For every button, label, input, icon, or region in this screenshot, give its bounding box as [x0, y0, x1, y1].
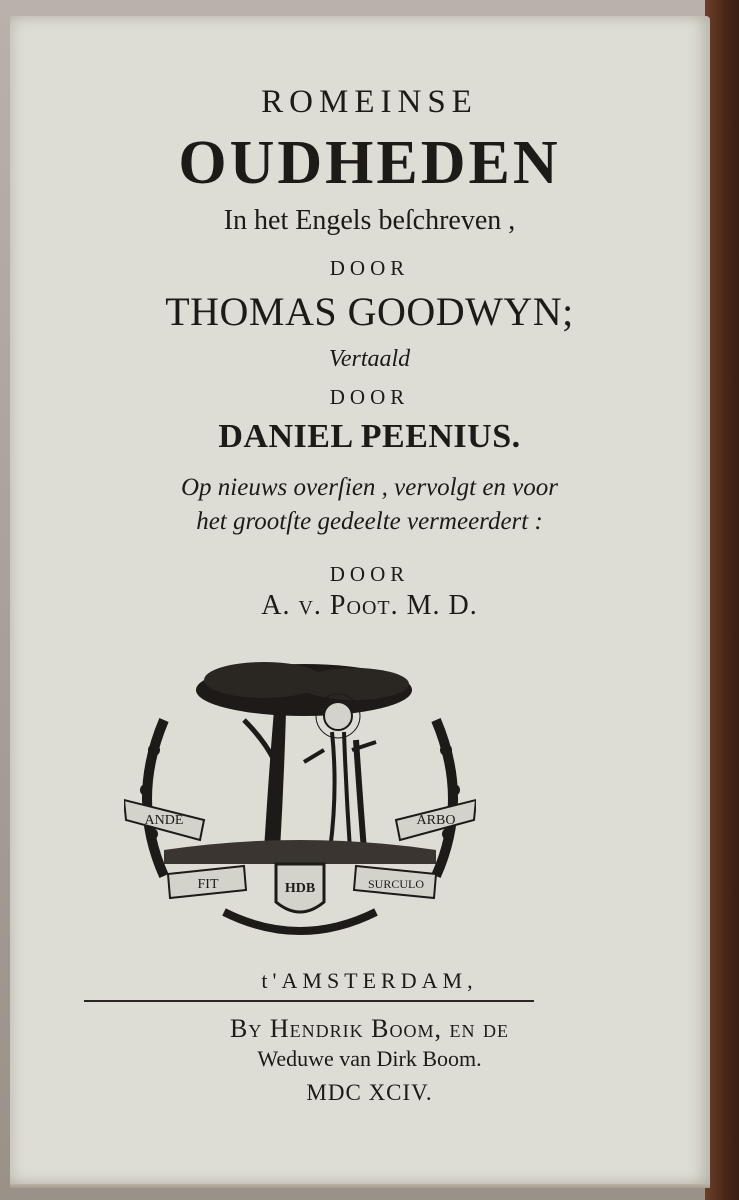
- translator-by-label: DOOR: [329, 385, 410, 409]
- title-line-oudheden: OUDHEDEN: [178, 129, 561, 197]
- imprint-printer: By Hendrik Boom, en de: [230, 1014, 509, 1043]
- printers-device-emblem: [124, 650, 476, 946]
- author-name: THOMAS GOODWYN;: [165, 289, 574, 334]
- author-by-label: DOOR: [329, 256, 410, 280]
- monogram-text: HDB: [284, 881, 316, 896]
- imprint-widow: Weduwe van Dirk Boom.: [257, 1046, 482, 1071]
- imprint-rule: [84, 1000, 534, 1002]
- editor-name: A. v. Poot. M. D.: [261, 590, 478, 621]
- banner-bottom-left-text: FIT: [197, 877, 219, 892]
- banner-bottom-right-text: SURCULO: [367, 877, 425, 891]
- banner-left-text: ANDE: [144, 813, 184, 828]
- revision-line-1: Op nieuws overſien , vervolgt en voor: [181, 474, 558, 501]
- revision-line-2: het grootſte gedeelte vermeerdert :: [196, 508, 543, 535]
- title-line-engels: In het Engels beſchreven ,: [223, 205, 516, 236]
- imprint-place: t'AMSTERDAM,: [261, 968, 478, 993]
- banner-right-text: ARBO: [416, 813, 456, 828]
- title-line-romeinse: ROMEINSE: [261, 84, 478, 120]
- imprint-date: MDC XCIV.: [306, 1080, 433, 1105]
- translated-label: Vertaald: [328, 346, 411, 372]
- translator-name: DANIEL PEENIUS.: [218, 418, 521, 455]
- editor-by-label: DOOR: [329, 562, 410, 586]
